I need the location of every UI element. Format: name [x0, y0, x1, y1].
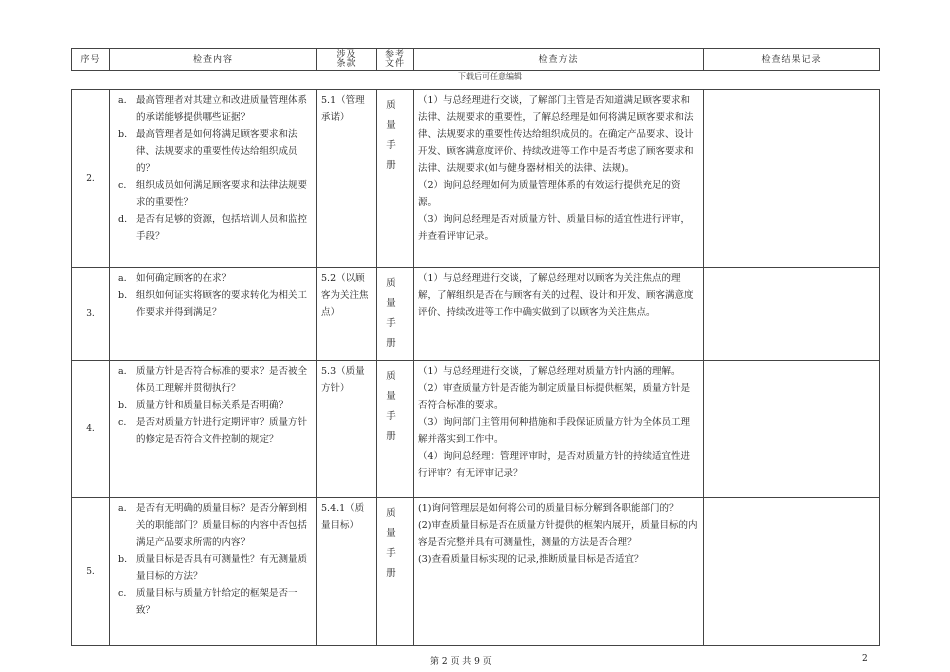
table-row — [72, 361, 880, 498]
clause-ref: 5.1（管理承诺） — [317, 90, 377, 268]
check-content — [110, 90, 317, 268]
header-clause-line2: 条款 — [336, 58, 357, 69]
header-clause — [317, 49, 377, 71]
inspection-table — [71, 89, 880, 646]
row-number: 3. — [72, 268, 110, 361]
method-step: （1）与总经理进行交谈，了解总经理对以顾客为关注焦点的理解，了解组织是否在与顾客有关的过程、设计和开发、顾客满意度评价、持续改进等工作中确实做到了以顾客为关注焦点。 — [418, 273, 694, 318]
check-item-text: 组织如何证实将顾客的要求转化为相关工作要求并得到满足？ — [136, 290, 308, 318]
check-method — [414, 90, 704, 268]
clause-ref: 5.2（以顾客为关注焦点） — [317, 268, 377, 361]
table-row — [72, 90, 880, 268]
check-item — [118, 551, 312, 585]
check-item — [118, 585, 312, 619]
check-item — [118, 92, 312, 126]
check-item — [118, 500, 312, 551]
clause-ref: 5.4.1（质量目标） — [317, 498, 377, 646]
check-item-text: 是否对质量方针进行定期评审？质量方针的修定是否符合文件控制的规定？ — [136, 417, 308, 445]
check-item — [118, 126, 312, 177]
method-step: （2）询问总经理如何为质量管理体系的有效运行提供充足的资源。 — [418, 180, 681, 208]
page-indicator: 第 2 页 共 9 页 — [430, 657, 492, 667]
method-step: （1）与总经理进行交谈，了解总经理对质量方针内涵的理解。 — [418, 366, 681, 377]
header-no: 序号 — [72, 49, 110, 71]
check-method — [414, 498, 704, 646]
method-step: （1）与总经理进行交谈，了解部门主管是否知道满足顾客要求和法律、法规要求的重要性，了解总经理是如何将满足顾客要求和法律、法规要求的重要性传达给组织成员的。在确定产品要求、设计开发、顾客满意度评价、持续改进等工作中是否考虑了顾客要求和法律、法规要求(如与健身器材相关的法律、法规)。 — [418, 95, 694, 174]
check-item-letter: a. — [118, 503, 127, 514]
check-item-text: 质量方针和质量目标关系是否明确？ — [136, 400, 289, 411]
header-ref-line1: 参考 — [384, 49, 405, 60]
check-item-letter: c. — [118, 180, 127, 191]
header-method: 检查方法 — [414, 49, 704, 71]
check-item-letter: c. — [118, 588, 127, 599]
reference-document: 质量手册 — [377, 90, 414, 268]
check-method — [414, 361, 704, 498]
check-item-letter: d. — [118, 214, 128, 225]
result-record[interactable] — [704, 90, 880, 268]
reference-document: 质量手册 — [377, 361, 414, 498]
check-item-letter: a. — [118, 273, 127, 284]
result-record[interactable] — [704, 268, 880, 361]
check-item — [118, 414, 312, 448]
check-item-text: 最高管理者是如何将满足顾客要求和法律、法规要求的重要性传达给组织成员的？ — [136, 129, 298, 174]
check-items — [114, 363, 312, 448]
check-item-text: 是否有足够的资源，包括培训人员和监控手段？ — [136, 214, 308, 242]
check-content — [110, 268, 317, 361]
check-item — [118, 363, 312, 397]
clause-ref: 5.3（质量方针） — [317, 361, 377, 498]
check-item-letter: b. — [118, 290, 128, 301]
check-item-text: 是否有无明确的质量目标？是否分解到相关的职能部门？质量目标的内容中否包括满足产品要求所需的内容？ — [136, 503, 308, 548]
check-item-letter: a. — [118, 366, 127, 377]
result-record[interactable] — [704, 361, 880, 498]
row-number: 2. — [72, 90, 110, 268]
method-step: （3）询问部门主管用何种措施和手段保证质量方针为全体员工理解并落实到工作中。 — [418, 417, 691, 445]
row-number: 4. — [72, 361, 110, 498]
check-item-letter: b. — [118, 400, 128, 411]
check-method — [414, 268, 704, 361]
check-items — [114, 500, 312, 619]
page-number: 2 — [862, 654, 868, 664]
method-step: （2）审查质量方针是否能为制定质量目标提供框架，质量方针是否符合标准的要求。 — [418, 383, 691, 411]
check-content — [110, 361, 317, 498]
check-item-text: 如何确定顾客的在求？ — [136, 273, 232, 284]
check-item-text: 组织成员如何满足顾客要求和法律法规要求的重要性？ — [136, 180, 308, 208]
check-item — [118, 287, 312, 321]
check-item-text: 质量方针是否符合标准的要求？是否被全体员工理解并贯彻执行？ — [136, 366, 308, 394]
check-item — [118, 211, 312, 245]
header-ref — [377, 49, 414, 71]
check-item-letter: a. — [118, 95, 127, 106]
header-ref-line2: 文件 — [384, 58, 405, 69]
method-step: （4）询问总经理：管理评审时，是否对质量方针的持续适宜性进行评审？有无评审记录？ — [418, 451, 691, 479]
check-item-letter: b. — [118, 554, 128, 565]
reference-document: 质量手册 — [377, 498, 414, 646]
check-item — [118, 397, 312, 414]
check-items — [114, 270, 312, 321]
check-item-text: 质量目标是否具有可测量性？有无测量质量目标的方法？ — [136, 554, 308, 582]
check-item-text: 质量目标与质量方针给定的框架是否一致？ — [136, 588, 298, 616]
inspection-rows — [72, 90, 880, 646]
row-number: 5. — [72, 498, 110, 646]
check-item-letter: c. — [118, 417, 127, 428]
check-items — [114, 92, 312, 245]
method-step: (2)审查质量目标是否在质量方针提供的框架内展开，质量目标的内容是否完整并具有可测量性，测量的方法是否合理？ — [418, 520, 698, 548]
header-table — [71, 48, 880, 71]
check-content — [110, 498, 317, 646]
header-row — [72, 49, 880, 71]
header-content: 检查内容 — [110, 49, 317, 71]
header-result: 检查结果记录 — [704, 49, 880, 71]
table-row — [72, 268, 880, 361]
method-step: (1)询问管理层是如何将公司的质量目标分解到各职能部门的？ — [418, 503, 679, 514]
edit-note: 下载后可任意编辑 — [458, 72, 522, 81]
check-item — [118, 270, 312, 287]
header-clause-line1: 涉及 — [336, 49, 357, 60]
check-item — [118, 177, 312, 211]
check-item-letter: b. — [118, 129, 128, 140]
result-record[interactable] — [704, 498, 880, 646]
check-item-text: 最高管理者对其建立和改进质量管理体系的承诺能够提供哪些证据？ — [136, 95, 308, 123]
method-step: （3）询问总经理是否对质量方针、质量目标的适宜性进行评审，并查看评审记录。 — [418, 214, 691, 242]
table-row — [72, 498, 880, 646]
reference-document: 质量手册 — [377, 268, 414, 361]
method-step: (3)查看质量目标实现的记录,推断质量目标是否适宜？ — [418, 554, 644, 565]
